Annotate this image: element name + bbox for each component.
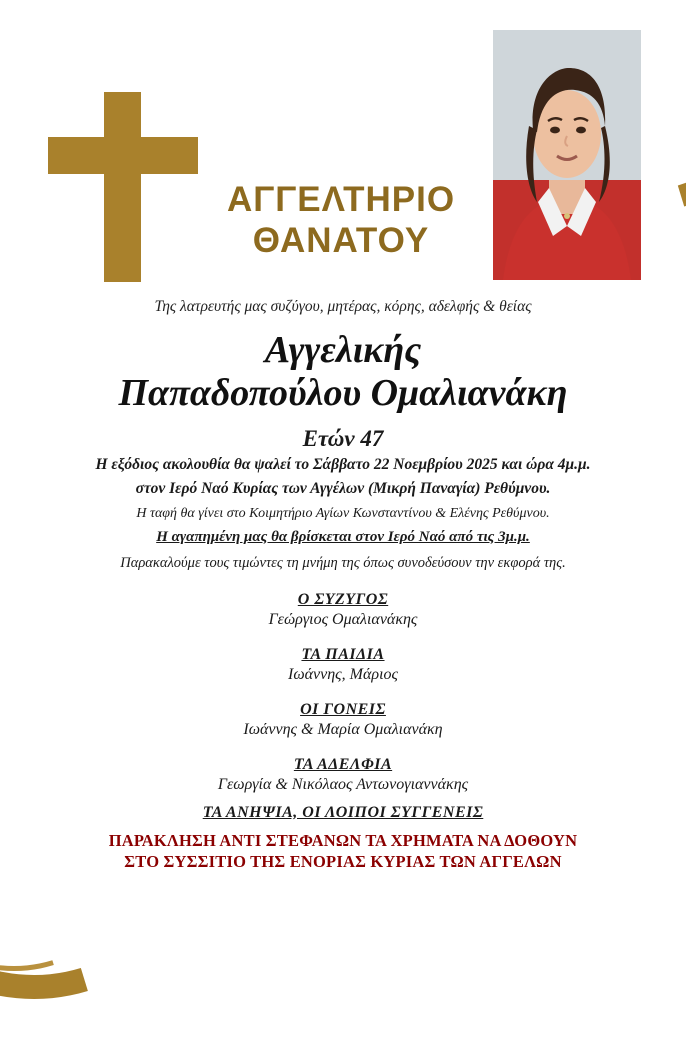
cross-icon	[48, 92, 198, 282]
family-group-title: ΟΙ ΓΟΝΕΙΣ	[300, 700, 386, 718]
burial-line: Η ταφή θα γίνει στο Κοιμητήριο Αγίων Κωνσταντίνου & Ελένης Ρεθύμνου.	[136, 505, 550, 521]
service-line-1: Η εξόδιος ακολουθία θα ψαλεί το Σάββατο 22 Νοεμβρίου 2025 και ώρα 4μ.μ.	[95, 455, 591, 473]
announcement-body	[0, 298, 686, 873]
relationship-subtitle: Της λατρευτής μας συζύγου, μητέρας, κόρης, αδελφής & θείας	[154, 298, 532, 315]
family-group-title: ΤΑ ΠΑΙΔΙΑ	[301, 645, 385, 663]
resting-line: Η αγαπημένη μας θα βρίσκεται στον Ιερό Ναό από τις 3μ.μ.	[156, 528, 530, 545]
portrait-photo	[493, 30, 641, 280]
family-group-title: ΤΑ ΑΝΗΨΙΑ, ΟΙ ΛΟΙΠΟΙ ΣΥΓΓΕΝΕΙΣ	[202, 803, 484, 821]
family-group-title: ΤΑ ΑΔΕΛΦΙΑ	[293, 755, 393, 773]
deceased-surname: Παπαδοπούλου Ομαλιανάκη	[118, 372, 568, 415]
family-group-names: Γεώργιος Ομαλιανάκης	[268, 610, 418, 628]
service-line-2: στον Ιερό Ναό Κυρίας των Αγγέλων (Μικρή Παναγία) Ρεθύμνου.	[135, 480, 551, 498]
deceased-first-name: Αγγελικής	[264, 329, 422, 371]
title-line-2: ΘΑΝΑΤΟΥ	[252, 221, 430, 261]
family-group	[34, 756, 652, 794]
family-group-names: Ιωάννης & Μαρία Ομαλιανάκη	[243, 720, 443, 738]
family-group	[34, 701, 652, 739]
family-group-title: Ο ΣΥΖΥΓΟΣ	[297, 590, 389, 608]
family-group-names: Ιωάννης, Μάριος	[288, 665, 398, 683]
page-title	[196, 180, 486, 260]
family-group-names: Γεωργία & Νικόλαος Αντωνογιαννάκης	[217, 775, 469, 793]
donation-appeal-line-2: ΣΤΟ ΣΥΣΣΙΤΙΟ ΤΗΣ ΕΝΟΡΙΑΣ ΚΥΡΙΑΣ ΤΩΝ ΑΓΓΕΛΩΝ	[124, 852, 562, 872]
header	[0, 0, 686, 290]
donation-appeal	[34, 830, 652, 873]
family-group	[34, 804, 652, 822]
deceased-name	[34, 329, 652, 416]
family-group	[34, 646, 652, 684]
request-line: Παρακαλούμε τους τιμώντες τη μνήμη της όπως συνοδεύσουν την εκφορά της.	[120, 554, 566, 571]
deceased-age: Ετών 47	[302, 425, 384, 451]
title-line-1: ΑΓΓΕΛΤΗΡΙΟ	[226, 180, 456, 219]
donation-appeal-line-1: ΠΑΡΑΚΛΗΣΗ ΑΝΤΙ ΣΤΕΦΑΝΩΝ ΤΑ ΧΡΗΜΑΤΑ ΝΑ ΔΟΘΟΥΝ	[108, 830, 578, 850]
family-group	[34, 591, 652, 629]
